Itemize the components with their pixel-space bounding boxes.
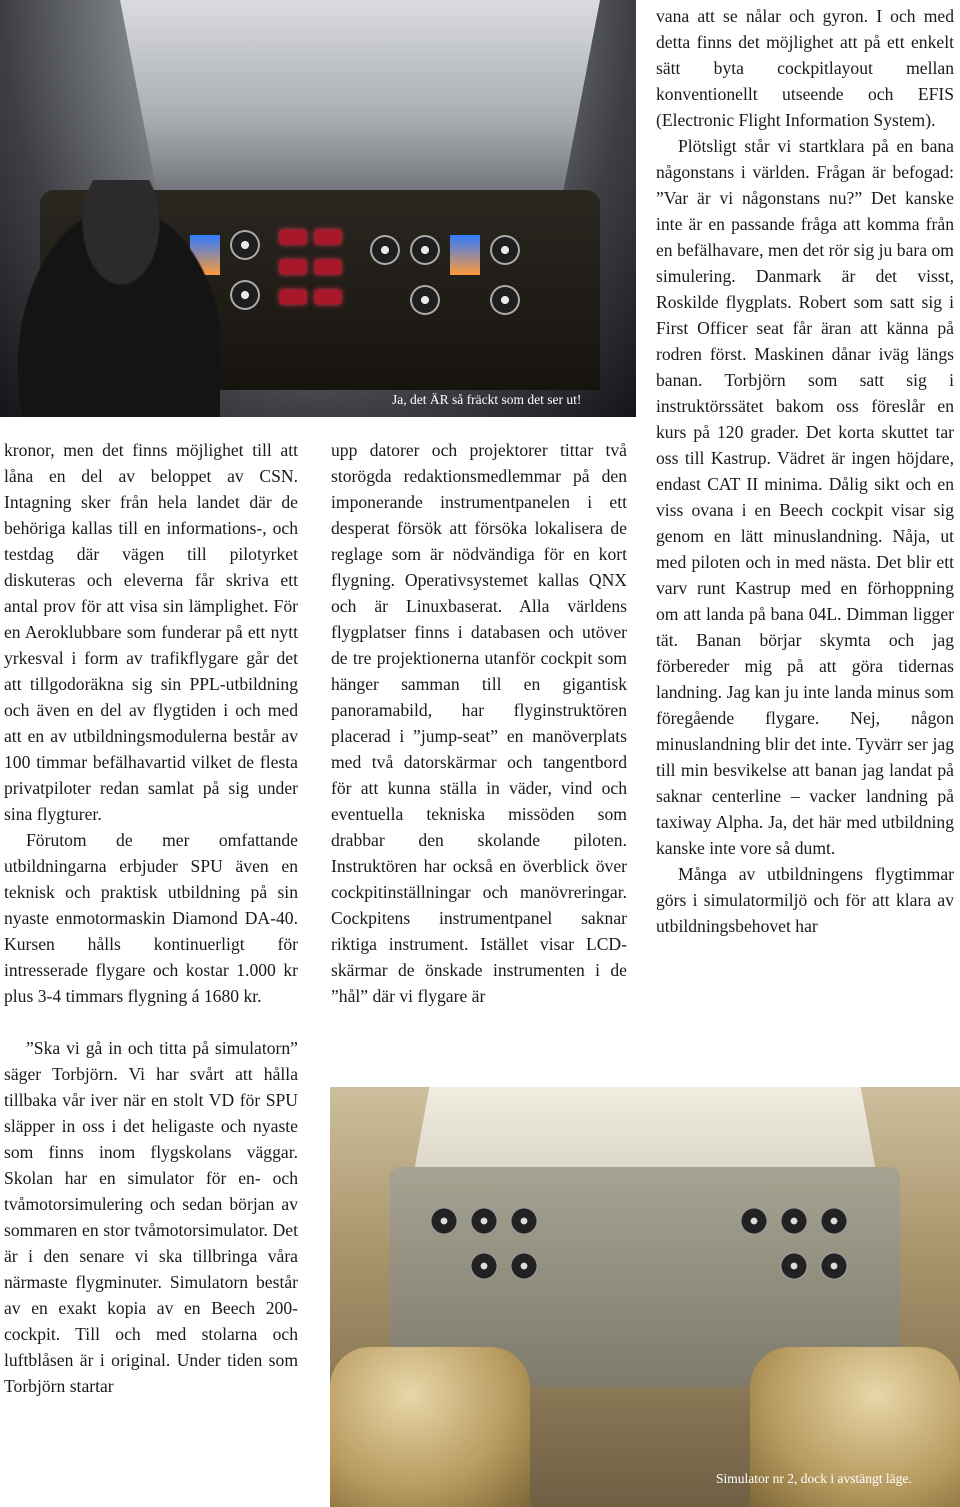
paragraph: Många av utbildningens flygtimmar görs i simulatormiljö och för att klara av utbildningsbehovet har bbox=[656, 864, 954, 936]
cockpit-photo-simulator bbox=[330, 1087, 960, 1507]
left-seat bbox=[330, 1347, 530, 1507]
projection-window bbox=[120, 0, 600, 200]
top-photo-caption: Ja, det ÄR så fräckt som det ser ut! bbox=[392, 392, 582, 407]
paragraph: Plötsligt står vi startklara på en bana någonstans i världen. Frågan är befogad: ”Var är vi någonstans nu?” Det kanske inte är en passande fråga att komma från en befälhavare, men det rör sig ju bara om simulering. Danmark är det visst, Roskilde flygplats. Robert som satt sig i First Officer seat får äran att känna på rodren först. Maskinen dånar iväg längs banan. Torbjörn som satt sig i instruktörssätet bakom oss föreslår en kurs på 120 grader. Det korta skuttet tar oss till Kastrup. Vädret är ingen höjdare, endast CAT II minima. Dålig sikt och en viss ovana i en Beech cockpit visar sig genom en lätt minuslandning. Nåja, ut med piloten och in med nästa. Det blir ett varv runt Kastrup med en förhoppning om att landa på bana 04L. Dimman ligger tät. Banan börjar skymta och jag förbereder mig på att göra tidernas landning. Jag kan ju inte landa minus som föregående flygare. Nej, någon minuslandning blir det inte. Tyvärr ser jag till min besvikelse att banan jag landat på saknar centerline – vacker landning på taxiway Alpha. Ja, det här med utbildning kanske inte vore så dumt. bbox=[656, 136, 954, 858]
column-right-top bbox=[656, 3, 954, 939]
paragraph: ”Ska vi gå in och titta på simulatorn” säger Torbjörn. Vi har svårt att hålla tillbaka vår iver när en stolt VD för SPU släpper in oss i det heligaste och nyaste som finns inom flygskolans väggar. Skolan har en simulator för en- och tvåmotorsimulering och sedan början av sommaren en stor tvåmotorsimulator. Det är i den senare vi ska tillbringa våra närmaste flygminuter. Simulatorn består av en exakt kopia av en Beech 200-cockpit. Till och med stolarna och luftblåsen är i original. Under tiden som Torbjörn startar bbox=[4, 1038, 298, 1396]
paragraph: kronor, men det finns möjlighet till att låna en del av beloppet av CSN. Intagning sker från hela landet där de behöriga kallas till en informations-, och testdag där vägen till pilotyrket diskuteras och eleverna får skriva ett antal prov för att visa sin lämplighet. För en Aeroklubbare som funderar på ett nytt yrkesval i form av trafikflygare går det att tillgodoräkna sig sin PPL-utbildning och även en del av flygtiden i och med att en av utbildningsmodulerna består av 100 timmar befälhavartid vilket de flesta privatpiloter redan samlat på sig under sina flygturer. bbox=[4, 440, 298, 824]
paragraph: vana att se nålar och gyron. I och med detta finns det möjlighet att på ett enkelt sätt byta cockpitlayout mellan konventionellt utseende och EFIS (Electronic Flight Information System). bbox=[656, 6, 954, 130]
column-middle bbox=[331, 437, 627, 1009]
paragraph: upp datorer och projektorer tittar två storögda redaktionsmedlemmar på den imponerande instrumentpanelen i ett desperat försök att försöka lokalisera de reglage som är nödvändiga för en kort flygning. Operativsystemet kallas QNX och är Linuxbaserat. Alla världens flygplatser finns i databasen och utöver de tre projektionerna utanför cockpit som hänger samman till en gigantisk panoramabild, har flyginstruktören placerad i ”jump-seat” en manöverplats med två datorskärmar och tangentbord för att kunna ställa in väder, vind och eventuella tekniska missöden som drabbar den skolande piloten. Instruktören har också en överblick över cockpitinställningar och manövreringar. Cockpitens instrumentpanel saknar riktiga instrument. Istället visar LCD-skärmar de önskade instrumenten i de ”hål” där vi flygare är bbox=[331, 440, 627, 1006]
paragraph: Förutom de mer omfattande utbildningarna erbjuder SPU även en teknisk och praktisk utbildning på sin nyaste enmotormaskin Diamond DA-40. Kursen hålls kontinuerligt för intresserade flygare och kostar 1.000 kr plus 3-4 timmars flygning á 1680 kr. bbox=[4, 830, 298, 1006]
bottom-photo-caption: Simulator nr 2, dock i avstängt läge. bbox=[716, 1471, 912, 1486]
pilot-silhouette bbox=[0, 180, 220, 417]
cockpit-photo-pilot bbox=[0, 0, 636, 417]
column-left bbox=[4, 437, 298, 1399]
